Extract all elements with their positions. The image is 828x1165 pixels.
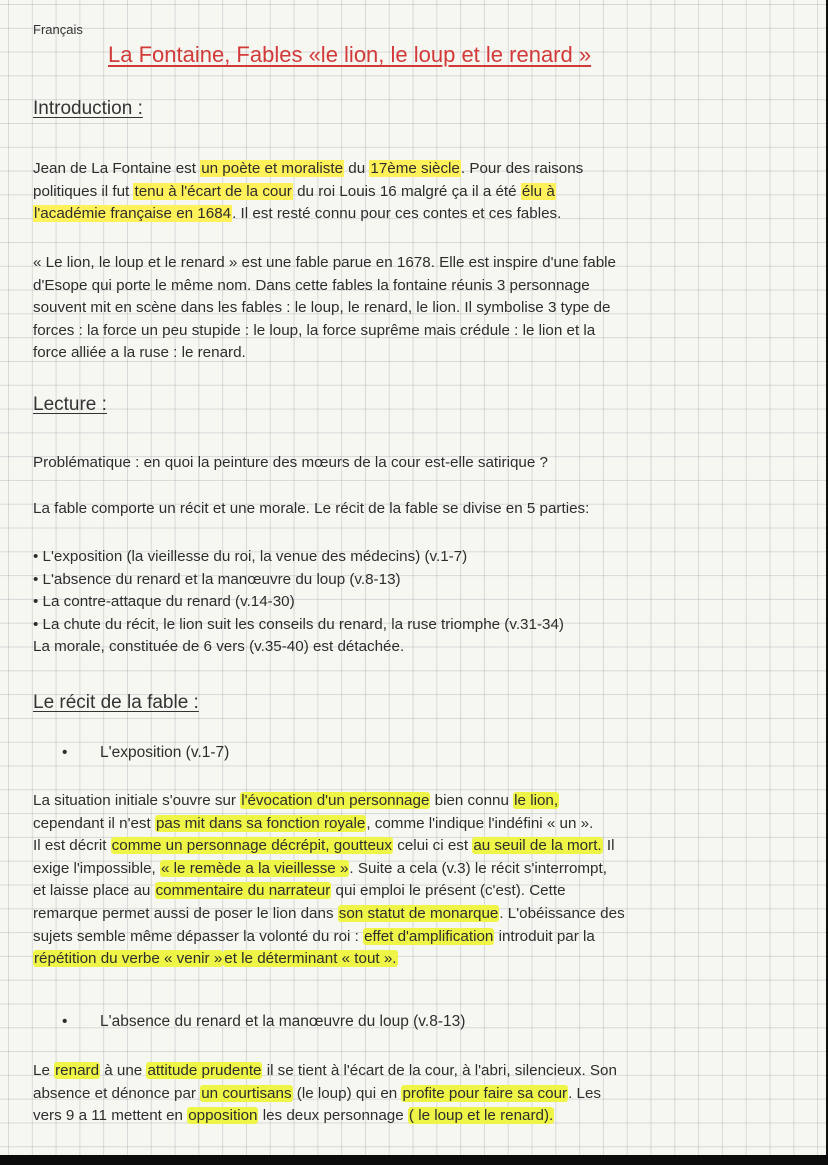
text-line: cependant il n'est pas mit dans sa fonction royale, comme l'indique l'indéfini « un ».: [33, 814, 594, 832]
text-line: sujets semble même dépasser la volonté du roi : effet d'amplification introduit par la: [33, 927, 595, 945]
highlight: l'évocation d'un personnage: [241, 792, 430, 809]
subheading-absence: • L'absence du renard et la manœuvre du loup (v.8-13): [62, 1013, 466, 1030]
intro-line-1: Jean de La Fontaine est un poète et moraliste du 17ème siècle. Pour des raisons: [33, 160, 584, 177]
highlight: au seuil de la mort.: [473, 837, 602, 855]
highlight: attitude prudente: [147, 1062, 262, 1079]
heading-recit: Le récit de la fable :: [33, 692, 199, 713]
text-line: La situation initiale s'ouvre sur l'évocation d'un personnage bien connu le lion,: [33, 792, 559, 809]
text-line: vers 9 a 11 mettent en opposition les deux personnage ( le loup et le renard).: [33, 1107, 554, 1125]
highlight: l'académie française en 1684: [34, 205, 232, 223]
highlight: répétition du verbe « venir »: [34, 950, 223, 968]
text-line: Le renard à une attitude prudente il se tient à l'écart de la cour, à l'abri, silencieux. Son: [33, 1062, 617, 1079]
list-item: • L'absence du renard et la manœuvre du loup (v.8-13): [33, 570, 401, 588]
list-item: • L'exposition (la vieillesse du roi, la venue des médecins) (v.1-7): [33, 548, 468, 565]
text-line: exige l'impossible, « le remède a la vieillesse ». Suite a cela (v.3) le récit s'interrompt,: [33, 859, 607, 877]
highlight: et le déterminant « tout ».: [224, 950, 397, 968]
structure-intro: La fable comporte un récit et une morale. Le récit de la fable se divise en 5 parties:: [33, 500, 590, 517]
page-title: La Fontaine, Fables «le lion, le loup et le renard »: [108, 42, 592, 67]
text-line: Il est décrit comme un personnage décrépit, goutteux celui ci est au seuil de la mort. Il: [33, 837, 615, 855]
highlight: le lion,: [514, 792, 559, 809]
highlight: élu à: [521, 182, 555, 200]
heading-lecture: Lecture :: [33, 394, 107, 415]
heading-introduction: Introduction :: [33, 98, 143, 119]
intro-line-2: politiques il fut tenu à l'écart de la cour du roi Louis 16 malgré ça il a été élu à: [33, 182, 555, 200]
highlight: renard: [55, 1062, 100, 1079]
parts-list: [33, 546, 733, 659]
intro-line-3: l'académie française en 1684. Il est resté connu pour ces contes et ces fables.: [34, 205, 562, 223]
text-line: souvent mit en scène dans les fables : le loup, le renard, le lion. Il symbolise 3 type de: [33, 299, 611, 317]
subheading-exposition: • L'exposition (v.1-7): [62, 744, 230, 761]
problematique: Problématique : en quoi la peinture des mœurs de la cour est-elle satirique ?: [33, 454, 548, 471]
highlight: ( le loup et le renard).: [408, 1107, 554, 1125]
highlight: effet d'amplification: [364, 927, 494, 945]
highlight: pas mit dans sa fonction royale: [155, 814, 366, 832]
text-line: et laisse place au commentaire du narrateur qui emploi le présent (c'est). Cette: [33, 882, 566, 900]
highlight: profite pour faire sa cour: [402, 1084, 568, 1102]
absence-paragraph: [33, 1060, 733, 1128]
exposition-paragraph: [33, 790, 733, 971]
highlight: un courtisans: [201, 1084, 292, 1102]
text-line: « Le lion, le loup et le renard » est une fable parue en 1678. Elle est inspire d'une fable: [33, 254, 616, 271]
intro-paragraph-2: [33, 252, 733, 365]
highlight: 17ème siècle: [370, 160, 460, 177]
bullet-icon: •: [62, 1013, 68, 1030]
text-line: absence et dénonce par un courtisans (le loup) qui en profite pour faire sa cour. Les: [33, 1084, 602, 1102]
text-line: d'Esope qui porte le même nom. Dans cette fables la fontaine réunis 3 personnage: [33, 276, 590, 294]
list-item: • La chute du récit, le lion suit les conseils du renard, la ruse triomphe (v.31-34): [33, 615, 564, 633]
text-line: force alliée a la ruse : le renard.: [33, 344, 246, 362]
highlight: commentaire du narrateur: [155, 882, 331, 900]
highlight: opposition: [188, 1107, 258, 1125]
highlight: « le remède a la vieillesse »: [161, 859, 349, 877]
text-line: remarque permet aussi de poser le lion dans son statut de monarque. L'obéissance des: [33, 904, 625, 922]
highlight: comme un personnage décrépit, goutteux: [111, 837, 392, 855]
highlight: son statut de monarque: [338, 904, 499, 922]
highlight: tenu à l'écart de la cour: [134, 182, 292, 200]
text-line: forces : la force un peu stupide : le loup, la force suprême mais crédule : le lion et la: [33, 321, 596, 339]
morale-line: La morale, constituée de 6 vers (v.35-40) est détachée.: [33, 638, 405, 656]
intro-paragraph-1: [33, 158, 733, 226]
page-edge: [0, 1155, 828, 1165]
highlight: un poète et moraliste: [201, 160, 344, 177]
bullet-icon: •: [62, 744, 68, 761]
text-line: [33, 948, 733, 971]
subject-label: Français: [33, 22, 83, 37]
list-item: • La contre-attaque du renard (v.14-30): [33, 593, 295, 611]
